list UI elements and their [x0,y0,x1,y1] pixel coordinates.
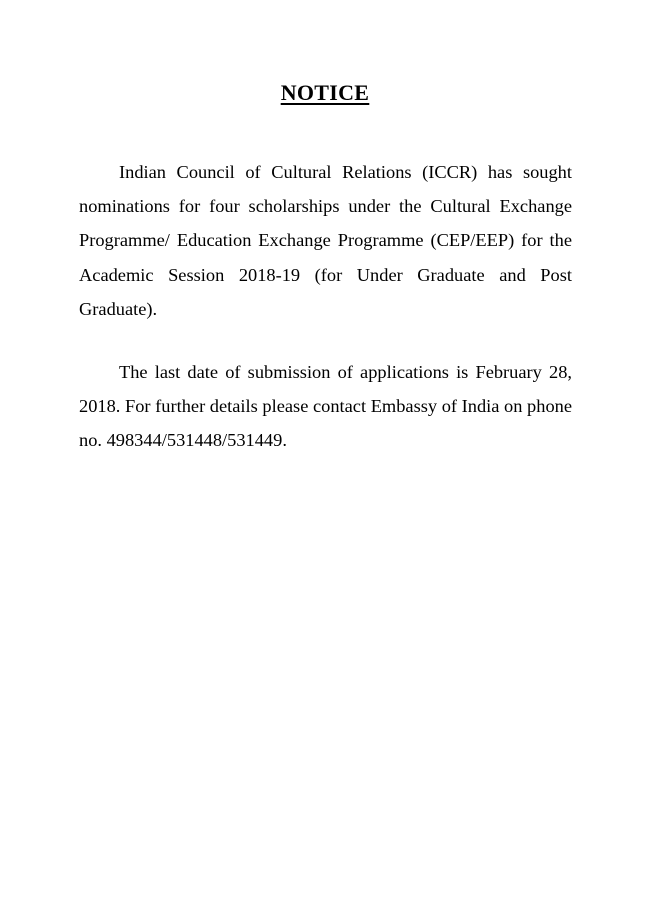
notice-title: NOTICE [280,80,370,105]
notice-paragraph-scholarships: Indian Council of Cultural Relations (ICCR) has sought nominations for four scholarships under the Cultural Exchange Programme/ Education Exchange Programme (CEP/EEP) for the Academic Session 2018-19 (for Under Graduate and Post Graduate). [79,162,572,319]
notice-paragraph-deadline: The last date of submission of applications is February 28, 2018. For further details please contact Embassy of India on phone no. 498344/531448/531449. [79,362,572,451]
